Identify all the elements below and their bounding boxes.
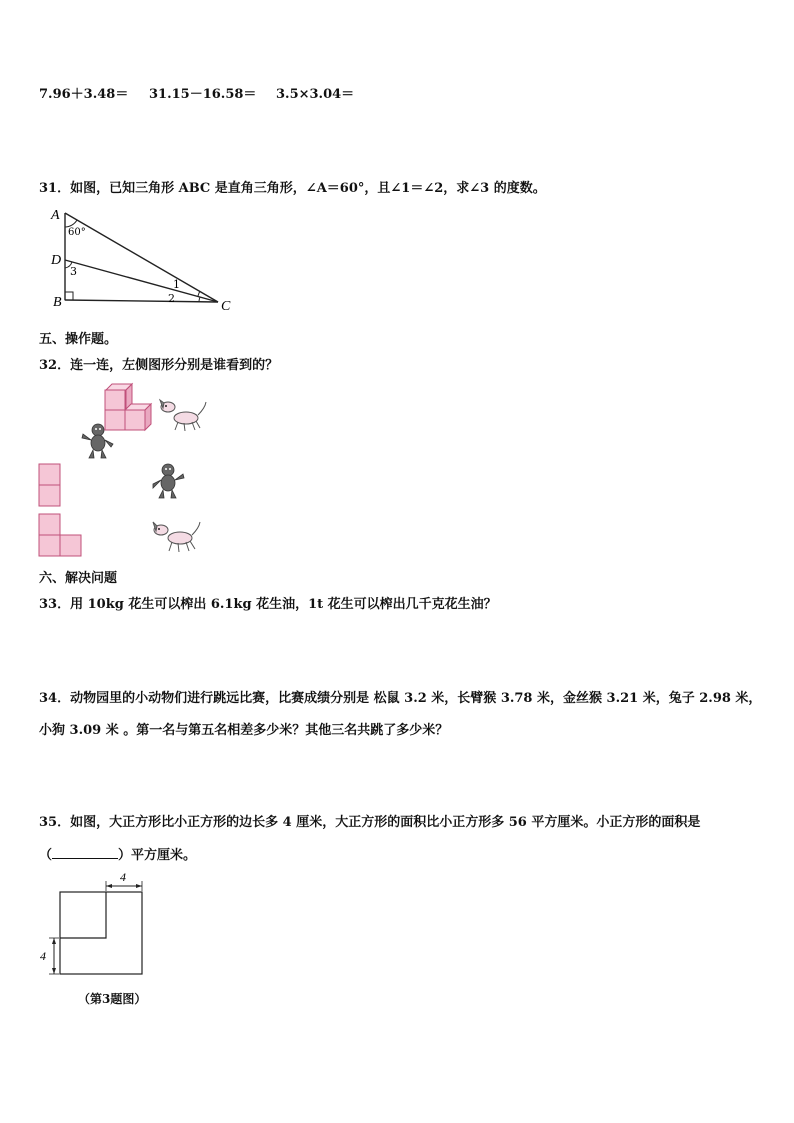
section-5-heading: 五、操作题。 [39, 332, 118, 347]
calc-expression-2: 31.15－16.58＝ [149, 87, 257, 102]
angle-2-arc [199, 297, 200, 301]
question-31-number: 31． [39, 181, 71, 196]
question-35-text-1: 如图，大正方形比小正方形的边长多 4 厘米，大正方形的面积比小正方形多 56 平方厘米。小正方形的面积是 [70, 815, 701, 830]
question-35-line-2 [39, 844, 196, 863]
question-35-line-1 [39, 811, 700, 830]
triangle-figure [50, 205, 240, 320]
figure-caption: （第3题图） [78, 992, 147, 1006]
question-35-number: 35． [39, 815, 71, 830]
question-34-line-1 [39, 687, 761, 706]
large-square [60, 892, 142, 974]
small-square-edges [60, 892, 106, 938]
question-34-number: 34． [39, 691, 71, 706]
dog-icon [158, 398, 208, 434]
dog-icon [151, 518, 203, 556]
question-32-text: 连一连，左侧图形分别是谁看到的？ [70, 358, 279, 373]
label-a: A [51, 208, 60, 223]
angle-2-label: 2 [168, 292, 175, 305]
view-option-two-stacked [38, 463, 62, 507]
label-c: C [221, 299, 231, 314]
side-ac [65, 213, 218, 302]
segment-dc [65, 260, 218, 302]
dim-top-label: 4 [120, 870, 126, 884]
monkey-icon [80, 422, 118, 460]
question-33-number: 33． [39, 597, 71, 612]
question-31-text: 如图，已知三角形 ABC 是直角三角形，∠A＝60°，且∠1＝∠2，求∠3 的度数。 [70, 181, 546, 196]
angle-a-label: 60° [68, 227, 86, 238]
dim-left-label: 4 [40, 949, 46, 963]
question-34-text-1: 动物园里的小动物们进行跳远比赛，比赛成绩分别是 松鼠 3.2 米，长臂猴 3.78 米，金丝猴 3.21 米，兔子 2.98 米， [70, 691, 762, 706]
question-33 [39, 593, 497, 612]
label-b: B [53, 295, 62, 310]
calc-expression-1: 7.96＋3.48＝ [39, 87, 129, 102]
answer-blank[interactable] [52, 846, 118, 859]
section-6-heading: 六、解决问题 [39, 571, 118, 586]
question-34-line-2: 小狗 3.09 米 。第一名与第五名相差多少米？其他三名共跳了多少米？ [39, 723, 449, 738]
question-31 [39, 177, 546, 196]
view-option-l-shape [38, 513, 84, 557]
calc-expression-3: 3.5×3.04＝ [276, 87, 355, 102]
question-32-number: 32． [39, 358, 71, 373]
question-32 [39, 354, 278, 373]
side-bc [65, 300, 218, 302]
paren-open: （ [39, 848, 53, 863]
right-angle-mark [65, 292, 73, 300]
paren-close-text: ）平方厘米。 [118, 848, 197, 863]
squares-figure [36, 868, 151, 980]
label-d: D [51, 253, 62, 268]
monkey-icon [150, 462, 188, 500]
angle-a-arc [65, 220, 77, 227]
angle-3-label: 3 [70, 265, 77, 278]
question-33-text: 用 10kg 花生可以榨出 6.1kg 花生油，1t 花生可以榨出几千克花生油？ [70, 597, 497, 612]
angle-1-label: 1 [173, 278, 180, 291]
